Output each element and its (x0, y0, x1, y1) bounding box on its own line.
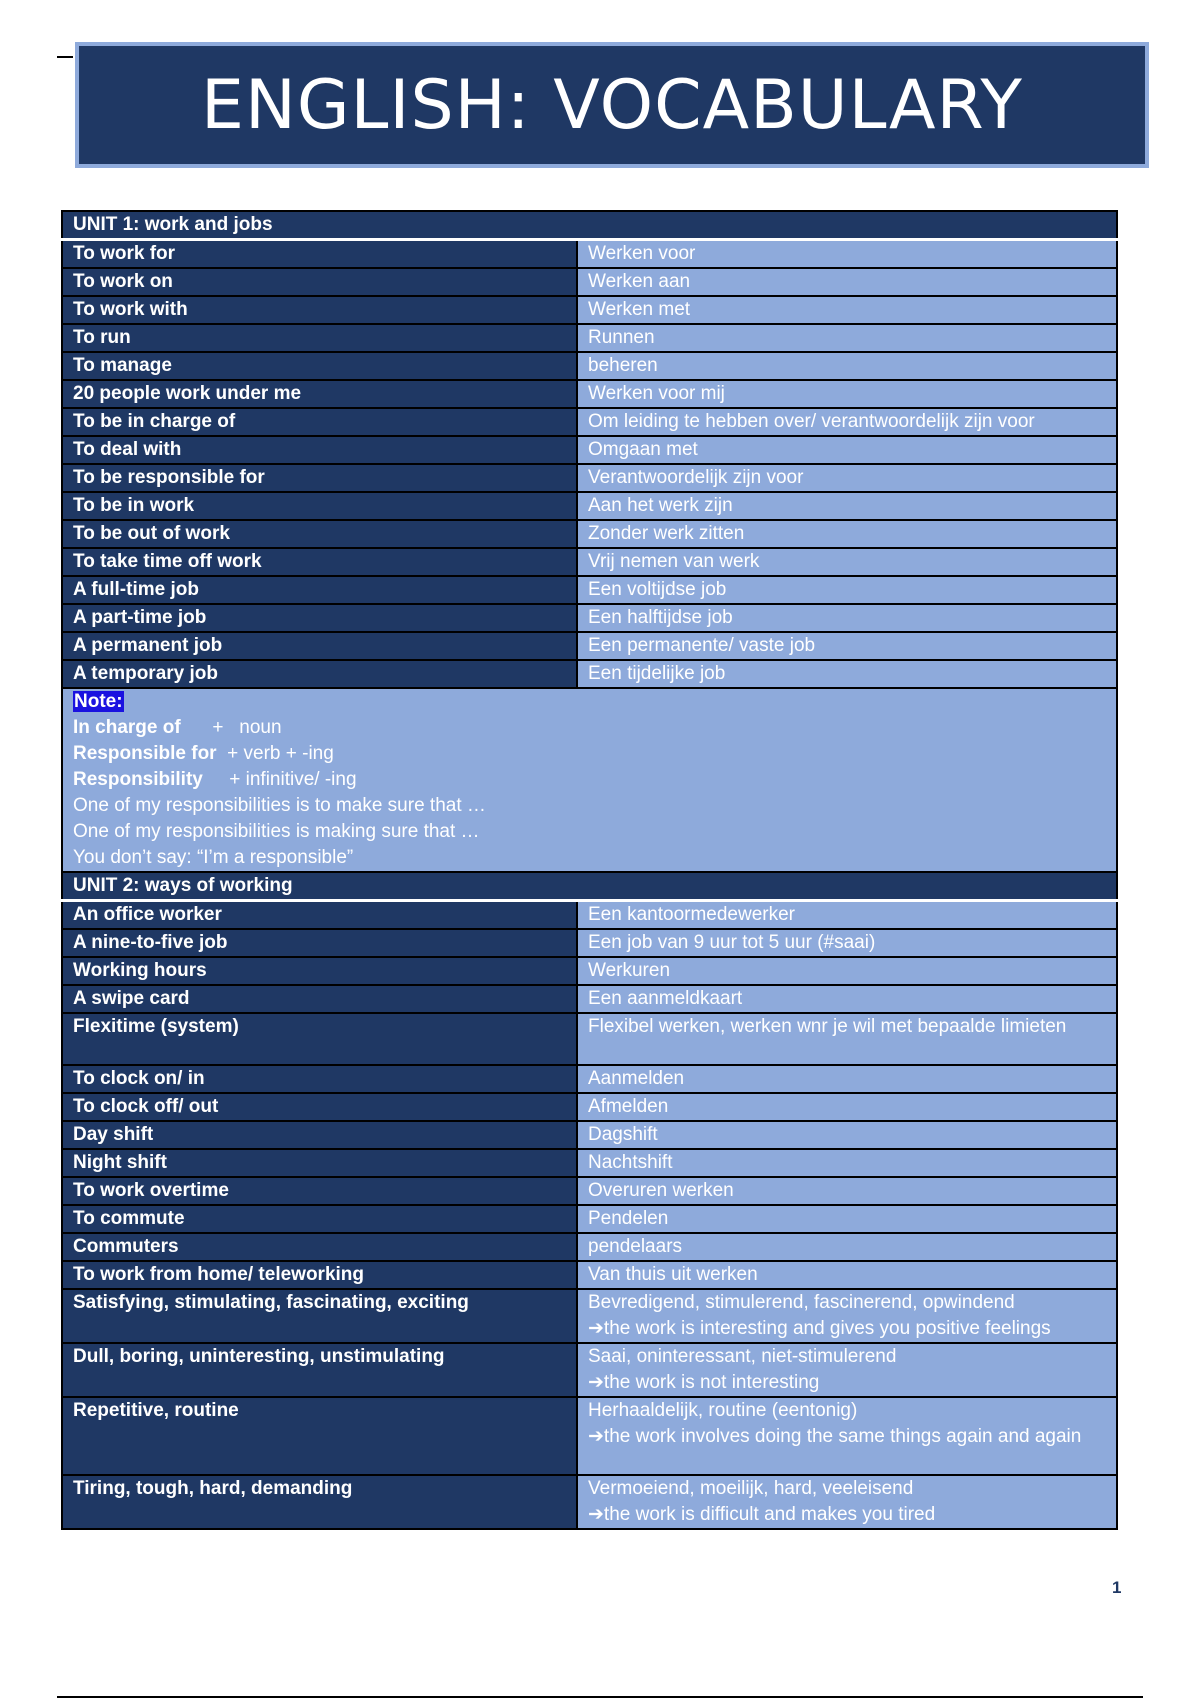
dutch-translation (577, 548, 1117, 576)
note-text: One of my responsibilities is making sure that … (73, 821, 480, 842)
note-line (73, 767, 1106, 793)
note-term: Responsible for (73, 743, 217, 764)
note-box (62, 688, 1117, 872)
english-term: 20 people work under me (62, 380, 577, 408)
translation-line: Overuren werken (588, 1180, 734, 1201)
dutch-translation (577, 520, 1117, 548)
translation-line: Vrij nemen van werk (588, 551, 760, 572)
translation-line: Omgaan met (588, 439, 698, 460)
translation-line: Vermoeiend, moeilijk, hard, veeleisend (588, 1478, 914, 1499)
vocab-row (62, 1177, 1117, 1205)
translation-line: Runnen (588, 327, 655, 348)
dutch-translation (577, 660, 1117, 688)
vocab-row (62, 985, 1117, 1013)
note-term: In charge of (73, 717, 181, 738)
note-label: Note: (74, 691, 123, 712)
translation-line: Een permanente/ vaste job (588, 635, 816, 656)
vocab-row (62, 632, 1117, 660)
dutch-translation (577, 324, 1117, 352)
vocab-row (62, 1121, 1117, 1149)
vocab-row (62, 352, 1117, 380)
english-term: An office worker (62, 901, 577, 930)
vocab-row (62, 520, 1117, 548)
vocab-row (62, 1093, 1117, 1121)
dutch-translation (577, 901, 1117, 930)
note-text: + noun (180, 717, 282, 738)
english-term: A nine-to-five job (62, 929, 577, 957)
page-title: ENGLISH: VOCABULARY (201, 65, 1023, 145)
english-term: To be in charge of (62, 408, 577, 436)
dutch-translation (577, 1013, 1117, 1065)
translation-line: Werken met (588, 299, 691, 320)
vocab-row (62, 929, 1117, 957)
dutch-translation (577, 352, 1117, 380)
english-term: Repetitive, routine (62, 1397, 577, 1475)
footer-line (57, 1696, 1143, 1698)
translation-line: Zonder werk zitten (588, 523, 745, 544)
note-line (73, 715, 1106, 741)
vocab-row (62, 1205, 1117, 1233)
vocab-row (62, 1233, 1117, 1261)
translation-line: Van thuis uit werken (588, 1264, 758, 1285)
translation-line: Een kantoormedewerker (588, 904, 795, 925)
dutch-translation (577, 929, 1117, 957)
translation-line: ➔the work is interesting and gives you positive feelings (588, 1318, 1051, 1339)
unit-heading: UNIT 2: ways of working (62, 872, 1117, 901)
unit-heading-row (62, 872, 1117, 901)
dutch-translation (577, 464, 1117, 492)
translation-line: Verantwoordelijk zijn voor (588, 467, 804, 488)
english-term: A permanent job (62, 632, 577, 660)
vocab-row (62, 492, 1117, 520)
vocab-row (62, 604, 1117, 632)
english-term: To manage (62, 352, 577, 380)
english-term: To deal with (62, 436, 577, 464)
dutch-translation (577, 1233, 1117, 1261)
translation-line: Een aanmeldkaart (588, 988, 743, 1009)
dutch-translation (577, 1205, 1117, 1233)
dutch-translation (577, 604, 1117, 632)
vocab-row (62, 1475, 1117, 1529)
english-term: To be out of work (62, 520, 577, 548)
note-label-line (73, 689, 1106, 715)
note-line (73, 819, 1106, 845)
dutch-translation (577, 1475, 1117, 1529)
translation-line: Werken voor mij (588, 383, 725, 404)
dutch-translation (577, 1261, 1117, 1289)
translation-line: Aanmelden (588, 1068, 685, 1089)
vocab-row (62, 1065, 1117, 1093)
english-term: Working hours (62, 957, 577, 985)
english-term: Night shift (62, 1149, 577, 1177)
dutch-translation (577, 436, 1117, 464)
vocab-row (62, 464, 1117, 492)
english-term: Satisfying, stimulating, fascinating, exciting (62, 1289, 577, 1343)
translation-line: Om leiding te hebben over/ verantwoordelijk zijn voor (588, 411, 1035, 432)
note-text: + infinitive/ -ing (202, 769, 357, 790)
vocabulary-table (61, 210, 1118, 1530)
vocab-row (62, 1397, 1117, 1475)
dutch-translation (577, 380, 1117, 408)
translation-line: Afmelden (588, 1096, 669, 1117)
dutch-translation (577, 408, 1117, 436)
note-text: + verb + -ing (216, 743, 334, 764)
dutch-translation (577, 296, 1117, 324)
note-text: One of my responsibilities is to make sure that … (73, 795, 486, 816)
vocab-row (62, 1261, 1117, 1289)
english-term: Commuters (62, 1233, 577, 1261)
translation-line: Een tijdelijke job (588, 663, 726, 684)
english-term: To work overtime (62, 1177, 577, 1205)
vocab-row (62, 296, 1117, 324)
english-term: To work with (62, 296, 577, 324)
dutch-translation (577, 492, 1117, 520)
translation-line: Bevredigend, stimulerend, fascinerend, opwindend (588, 1292, 1015, 1313)
note-text: You don’t say: “I’m a responsible” (73, 847, 354, 868)
vocab-row (62, 1149, 1117, 1177)
english-term: To be in work (62, 492, 577, 520)
note-line (73, 741, 1106, 767)
english-term: A part-time job (62, 604, 577, 632)
english-term: A full-time job (62, 576, 577, 604)
translation-line: ➔the work is difficult and makes you tired (588, 1504, 936, 1525)
dutch-translation (577, 1177, 1117, 1205)
english-term: To be responsible for (62, 464, 577, 492)
header-tick-mark (57, 56, 73, 58)
title-banner (75, 42, 1149, 168)
dutch-translation (577, 957, 1117, 985)
english-term: To work on (62, 268, 577, 296)
vocab-row (62, 240, 1117, 269)
dutch-translation (577, 1093, 1117, 1121)
dutch-translation (577, 632, 1117, 660)
note-row (62, 688, 1117, 872)
translation-line: Saai, oninteressant, niet-stimulerend (588, 1346, 897, 1367)
dutch-translation (577, 576, 1117, 604)
dutch-translation (577, 1121, 1117, 1149)
unit-heading: UNIT 1: work and jobs (62, 211, 1117, 240)
english-term: To take time off work (62, 548, 577, 576)
vocab-row (62, 268, 1117, 296)
english-term: To run (62, 324, 577, 352)
vocab-row (62, 548, 1117, 576)
dutch-translation (577, 1149, 1117, 1177)
vocab-row (62, 576, 1117, 604)
vocab-row (62, 436, 1117, 464)
translation-line: Aan het werk zijn (588, 495, 733, 516)
english-term: Day shift (62, 1121, 577, 1149)
english-term: To work for (62, 240, 577, 269)
note-line (73, 793, 1106, 819)
note-term: Responsibility (73, 769, 203, 790)
translation-line: Herhaaldelijk, routine (eentonig) (588, 1400, 858, 1421)
translation-line: pendelaars (588, 1236, 683, 1257)
translation-line: Flexibel werken, werken wnr je wil met bepaalde limieten (588, 1016, 1067, 1037)
english-term: To commute (62, 1205, 577, 1233)
page-number: 1 (1112, 1578, 1122, 1597)
translation-line: Een halftijdse job (588, 607, 733, 628)
dutch-translation (577, 985, 1117, 1013)
english-term: Dull, boring, uninteresting, unstimulating (62, 1343, 577, 1397)
vocab-row (62, 324, 1117, 352)
translation-line: Pendelen (588, 1208, 669, 1229)
dutch-translation (577, 1065, 1117, 1093)
dutch-translation (577, 1343, 1117, 1397)
note-line (73, 845, 1106, 871)
vocab-row (62, 660, 1117, 688)
unit-heading-row (62, 211, 1117, 240)
translation-line: ➔the work involves doing the same things again and again (588, 1426, 1082, 1447)
translation-line: Werkuren (588, 960, 671, 981)
translation-line: Een voltijdse job (588, 579, 727, 600)
dutch-translation (577, 268, 1117, 296)
dutch-translation (577, 1397, 1117, 1475)
vocab-row (62, 957, 1117, 985)
vocab-row (62, 1343, 1117, 1397)
translation-line: Dagshift (588, 1124, 658, 1145)
dutch-translation (577, 1289, 1117, 1343)
english-term: To work from home/ teleworking (62, 1261, 577, 1289)
english-term: A temporary job (62, 660, 577, 688)
dutch-translation (577, 240, 1117, 269)
translation-line: Werken voor (588, 243, 696, 264)
translation-line: beheren (588, 355, 658, 376)
translation-line: ➔the work is not interesting (588, 1372, 820, 1393)
vocab-row (62, 380, 1117, 408)
translation-line: Werken aan (588, 271, 691, 292)
english-term: Flexitime (system) (62, 1013, 577, 1065)
translation-line: Een job van 9 uur tot 5 uur (#saai) (588, 932, 876, 953)
translation-line: Nachtshift (588, 1152, 673, 1173)
vocab-row (62, 1013, 1117, 1065)
vocab-row (62, 408, 1117, 436)
vocabulary-table-body (62, 211, 1117, 1529)
english-term: To clock off/ out (62, 1093, 577, 1121)
english-term: To clock on/ in (62, 1065, 577, 1093)
english-term: A swipe card (62, 985, 577, 1013)
vocab-row (62, 1289, 1117, 1343)
english-term: Tiring, tough, hard, demanding (62, 1475, 577, 1529)
vocab-row (62, 901, 1117, 930)
